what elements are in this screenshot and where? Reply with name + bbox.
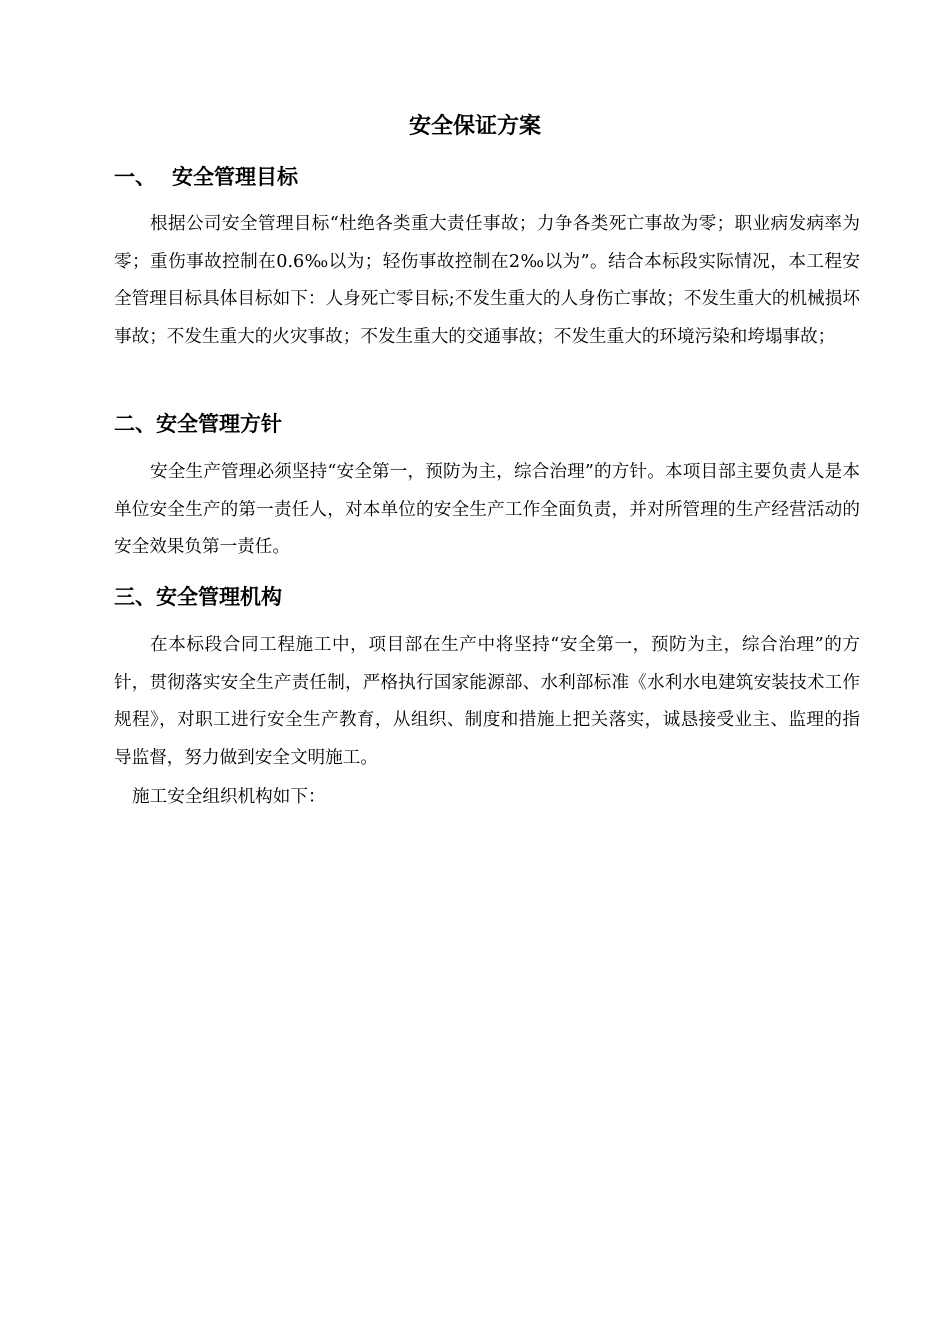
document-title: 安全保证方案 [408, 114, 541, 139]
section-1-paragraph: 根据公司安全管理目标“杜绝各类重大责任事故；力争各类死亡事故为零；职业病发病率为零；重伤事故控制在0.6‰以为；轻伤事故控制在2‰以为”。结合本标段实际情况，本工程安全管理目标具体目标如下：人身死亡零目标;不发生重大的人身伤亡事故；不发生重大的机械损坏事故；不发生重大的火灾事故；不发生重大的交通事故；不发生重大的环境污染和垮塌事故； [114, 214, 860, 347]
closing-note: 施工安全组织机构如下： [132, 787, 326, 807]
section-1-title: 安全管理目标 [172, 165, 298, 189]
section-3-title: 安全管理机构 [156, 585, 282, 609]
section-1-number: 一、 [114, 165, 156, 189]
section-3-number: 三、 [114, 585, 156, 609]
section-2-number: 二、 [114, 412, 156, 436]
section-1-heading [114, 160, 298, 194]
section-3-heading [114, 580, 282, 614]
section-2-title: 安全管理方针 [156, 412, 282, 436]
section-2-heading [114, 407, 282, 441]
section-2-paragraph: 安全生产管理必须坚持“安全第一，预防为主，综合治理”的方针。本项目部主要负责人是本单位安全生产的第一责任人，对本单位的安全生产工作全面负责，并对所管理的生产经营活动的安全效果负第一责任。 [114, 462, 860, 557]
section-3-paragraph: 在本标段合同工程施工中，项目部在生产中将坚持“安全第一，预防为主，综合治理”的方针，贯彻落实安全生产责任制，严格执行国家能源部、水利部标准《水利水电建筑安装技术工作规程》，对职工进行安全生产教育，从组织、制度和措施上把关落实，诚恳接受业主、监理的指导监督，努力做到安全文明施工。 [114, 635, 860, 768]
